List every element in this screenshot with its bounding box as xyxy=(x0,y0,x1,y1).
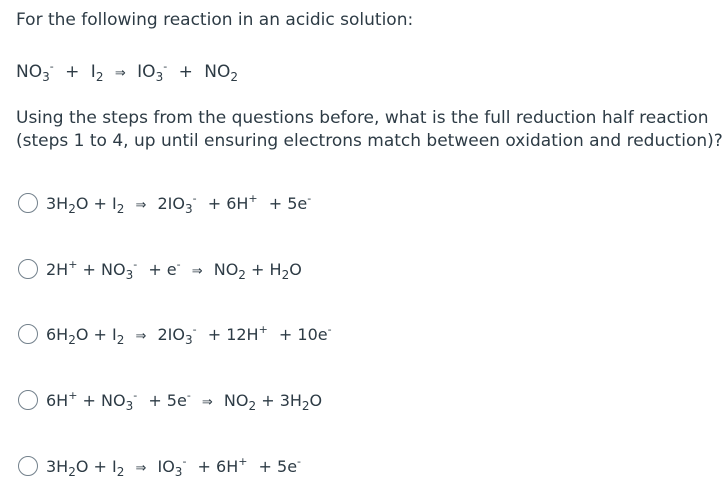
o2-arrow: ⇒ xyxy=(191,263,203,279)
o3-b: O + I xyxy=(75,324,117,344)
o3-d: + 12H xyxy=(207,324,259,344)
o3-e-sup: - xyxy=(327,322,332,336)
o4-b-sub: 3 xyxy=(125,398,134,413)
answer-option-2[interactable] xyxy=(18,256,302,282)
o1-e: + 5e xyxy=(268,193,308,213)
o3-a-sub: 2 xyxy=(68,332,76,347)
o1-c-sub: 3 xyxy=(184,201,193,216)
o5-e-sup: - xyxy=(297,454,302,468)
eq-r1-sub: 3 xyxy=(42,70,50,84)
o1-arrow: ⇒ xyxy=(135,197,147,213)
o5-c-sub: 3 xyxy=(174,464,183,479)
radio-button[interactable] xyxy=(18,193,38,213)
o1-b-sub: 2 xyxy=(116,201,125,216)
eq-r2-sub: 2 xyxy=(95,70,104,84)
o5-d-sup: + xyxy=(238,454,248,468)
o5-b: O + I xyxy=(75,456,117,476)
o1-d-sup: + xyxy=(248,191,258,205)
answer-option-5[interactable] xyxy=(18,453,301,479)
o3-e: + 10e xyxy=(278,324,328,344)
o3-c: 2IO xyxy=(157,324,185,344)
eq-p2: NO xyxy=(204,62,231,82)
o3-c-sub: 3 xyxy=(184,332,193,347)
o4-d: NO xyxy=(223,390,249,410)
o1-a: 3H xyxy=(46,193,69,213)
o5-c-sup: - xyxy=(182,454,187,468)
o5-arrow: ⇒ xyxy=(135,460,147,476)
o1-c-sup: - xyxy=(192,191,197,205)
question-prompt-line2: (steps 1 to 4, up until ensuring electrons match between oxidation and reduction)? xyxy=(16,131,723,151)
o5-b-sub: 2 xyxy=(116,464,125,479)
o5-c: IO xyxy=(157,456,175,476)
eq-p1: IO xyxy=(137,62,156,82)
eq-p2-sub: 2 xyxy=(230,70,239,84)
o2-e: + H xyxy=(251,259,282,279)
o4-a-sup: + xyxy=(68,388,78,402)
o2-d-sub: 2 xyxy=(238,267,246,282)
o4-b: + NO xyxy=(82,390,126,410)
reaction-equation xyxy=(16,60,238,86)
o2-a-sup: + xyxy=(68,257,78,271)
o2-e-sub: 2 xyxy=(281,267,290,282)
o2-c: + e xyxy=(148,259,177,279)
eq-plus1: + xyxy=(65,62,80,82)
o4-d-sub: 2 xyxy=(248,398,257,413)
eq-plus2: + xyxy=(178,62,193,82)
o5-a: 3H xyxy=(46,456,69,476)
o3-arrow: ⇒ xyxy=(135,328,147,344)
o2-b: + NO xyxy=(82,259,126,279)
o1-b: O + I xyxy=(75,193,117,213)
o5-a-sub: 2 xyxy=(68,464,76,479)
eq-r2: I xyxy=(90,62,96,82)
question-prompt-line1: Using the steps from the questions before, what is the full reduction half reaction xyxy=(16,108,709,128)
o2-f: O xyxy=(289,259,302,279)
radio-button[interactable] xyxy=(18,259,38,279)
option-label xyxy=(46,191,312,216)
o2-c-sup: - xyxy=(176,257,181,271)
o4-a: 6H xyxy=(46,390,69,410)
o3-a: 6H xyxy=(46,324,69,344)
o3-b-sub: 2 xyxy=(116,332,125,347)
option-label xyxy=(46,388,323,413)
option-label xyxy=(46,322,332,347)
o2-a: 2H xyxy=(46,259,69,279)
answer-option-4[interactable] xyxy=(18,387,322,413)
o4-c-sup: - xyxy=(186,388,191,402)
o2-b-sup: - xyxy=(133,257,138,271)
o5-d: + 6H xyxy=(197,456,239,476)
eq-p1-sup: - xyxy=(163,60,168,73)
answer-option-3[interactable] xyxy=(18,321,332,347)
o1-c: 2IO xyxy=(157,193,185,213)
radio-button[interactable] xyxy=(18,324,38,344)
eq-arrow: ⇒ xyxy=(114,66,126,81)
o3-c-sup: - xyxy=(192,322,197,336)
o5-e: + 5e xyxy=(258,456,298,476)
o1-a-sub: 2 xyxy=(68,201,76,216)
radio-button[interactable] xyxy=(18,390,38,410)
eq-p1-sub: 3 xyxy=(155,70,164,84)
o2-b-sub: 3 xyxy=(125,267,134,282)
o2-d: NO xyxy=(213,259,239,279)
o4-e-sub: 2 xyxy=(301,398,310,413)
option-label xyxy=(46,454,302,479)
o4-c: + 5e xyxy=(148,390,187,410)
o4-e: + 3H xyxy=(261,390,302,410)
eq-r1: NO xyxy=(16,62,43,82)
o4-arrow: ⇒ xyxy=(201,394,213,410)
question-intro: For the following reaction in an acidic solution: xyxy=(16,10,414,30)
answer-option-1[interactable] xyxy=(18,190,311,216)
o4-b-sup: - xyxy=(133,388,138,402)
option-label xyxy=(46,257,302,282)
o3-d-sup: + xyxy=(258,322,268,336)
radio-button[interactable] xyxy=(18,456,38,476)
o1-e-sup: - xyxy=(307,191,312,205)
eq-r1-sup: - xyxy=(49,60,54,73)
o4-f: O xyxy=(309,390,323,410)
o1-d: + 6H xyxy=(207,193,249,213)
